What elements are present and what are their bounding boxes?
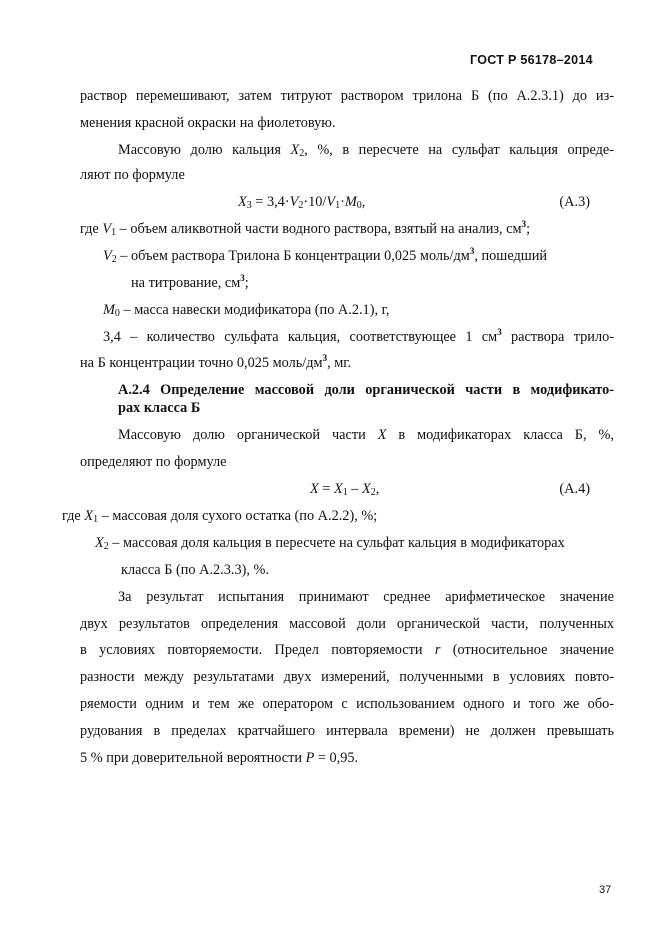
section-heading: А.2.4 Определение массовой доли органической части в модификато- (118, 382, 614, 398)
formula-a3: $X_3 = 3,4\cdot V_2\cdot 10/V_1\cdot M_0$, (238, 194, 366, 211)
text-line: где $V_1$ – объем аликвотной части водного раствора, взятый на анализ, $см^3$; (80, 219, 531, 238)
text-line: раствор перемешивают, затем титруют раствором трилона Б (по А.2.3.1) до из- (80, 88, 614, 104)
formula-number: (А.4) (559, 481, 590, 497)
text-line: класса Б (по А.2.3.3), %. (121, 562, 270, 578)
text-line: За результат испытания принимают среднее арифметическое значение (118, 589, 614, 605)
text-line: на Б концентрации точно 0,025 моль/$дм^3$, мг. (80, 353, 352, 371)
text-line: $X_2$ – массовая доля кальция в пересчете на сульфат кальция в модификаторах (95, 535, 565, 552)
formula-a4: $X = X_1 - X_2$, (310, 481, 380, 498)
section-heading: рах класса Б (118, 400, 201, 416)
text-line: $M_0$ – масса навески модификатора (по А.2.1), г, (103, 302, 390, 319)
text-line: рудования в пределах кратчайшего интервала времени) не должен превышать (80, 723, 614, 739)
text-line: Массовую долю кальция $X_2$, %, в пересчете на сульфат кальция опреде- (118, 142, 614, 159)
text-line: Массовую долю органической части X в модификаторах класса Б, %, (118, 427, 614, 443)
text-line: в условиях повторяемости. Предел повторяемости r (относительное значение (80, 642, 614, 658)
text-line: менения красной окраски на фиолетовую. (80, 115, 336, 131)
text-line: разности между результатами двух измерений, полученными в условиях повто- (80, 669, 614, 685)
page-number: 37 (599, 884, 612, 896)
text-line: двух результатов определения массовой доли органической части, полученных (80, 616, 614, 632)
text-line: ляют по формуле (80, 167, 185, 183)
text-line: определяют по формуле (80, 454, 227, 470)
formula-number: (А.3) (559, 194, 590, 210)
text-line: 5 % при доверительной вероятности P = 0,95. (80, 750, 359, 766)
text-line: где $X_1$ – массовая доля сухого остатка (по А.2.2), %; (62, 508, 378, 525)
text-line: ряемости одним и тем же оператором с использованием одного и того же обо- (80, 696, 614, 712)
text-line: $V_2$ – объем раствора Трилона Б концентрации 0,025 моль/$дм^3$, пошедший (103, 246, 548, 265)
standard-header: ГОСТ Р 56178–2014 (470, 53, 593, 67)
text-line: на титрование, $см^3$; (131, 273, 249, 291)
text-line: 3,4 – количество сульфата кальция, соответствующее 1 $см^3$ раствора трило- (103, 327, 614, 345)
